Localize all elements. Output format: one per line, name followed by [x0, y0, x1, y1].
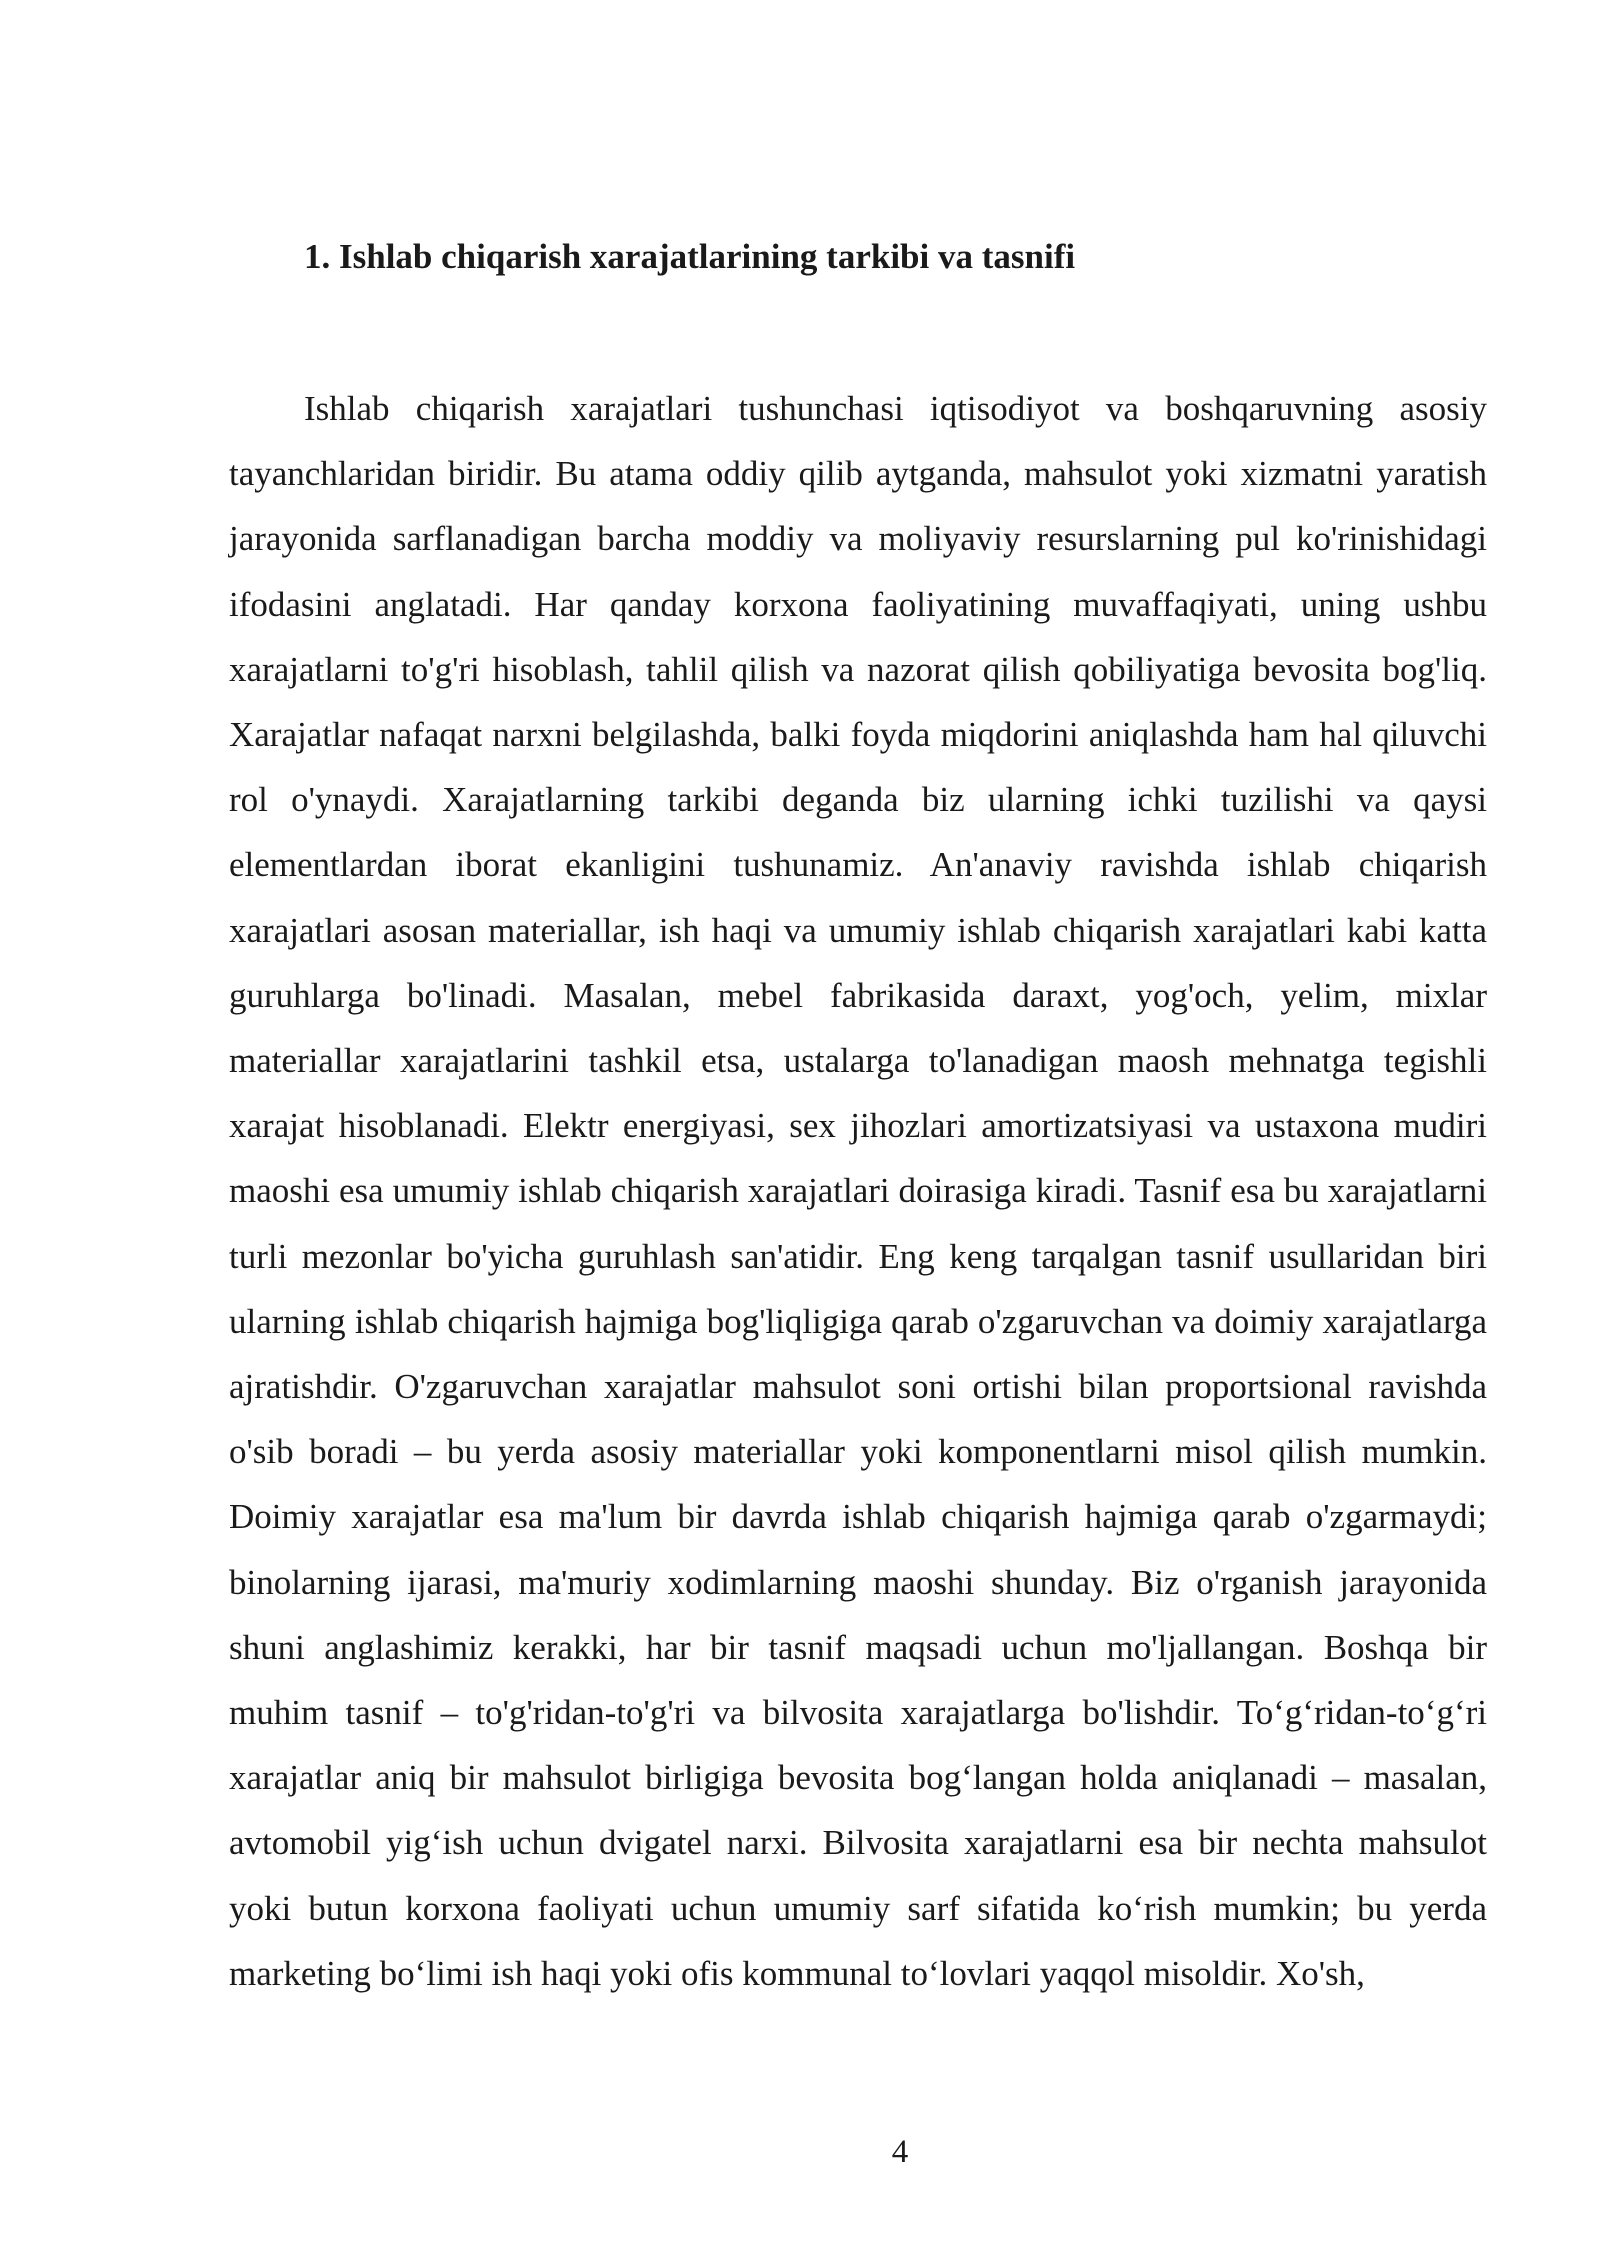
section-heading: 1. Ishlab chiqarish xarajatlarining tarkibi va tasnifi — [304, 237, 1076, 276]
page-number: 4 — [891, 2134, 909, 2170]
body-paragraph: Ishlab chiqarish xarajatlari tushunchasi iqtisodiyot va boshqaruvning asosiy tayanchlaridan biridir. Bu atama oddiy qilib aytganda, mahsulot yoki xizmatni yaratish jarayonida sarflanadigan barcha moddiy va moliyaviy resurslarning pul ko'rinishidagi ifodasini anglatadi. Har qanday korxona faoliyatining muvaffaqiyati, uning ushbu xarajatlarni to'g'ri hisoblash, tahlil qilish va nazorat qilish qobiliyatiga bevosita bog'liq. Xarajatlar nafaqat narxni belgilashda, balki foyda miqdorini aniqlashda ham hal qiluvchi rol o'ynaydi. Xarajatlarning tarkibi deganda biz ularning ichki tuzilishi va qaysi elementlardan iborat ekanligini tushunamiz. An'anaviy ravishda ishlab chiqarish xarajatlari asosan materiallar, ish haqi va umumiy ishlab chiqarish xarajatlari kabi katta guruhlarga bo'linadi. Masalan, mebel fabrikasida daraxt, yog'och, yelim, mixlar materiallar xarajatlarini tashkil etsa, ustalarga to'lanadigan maosh mehnatga tegishli xarajat hisoblanadi. Elektr energiyasi, sex jihozlari amortizatsiyasi va ustaxona mudiri maoshi esa umumiy ishlab chiqarish xarajatlari doirasiga kiradi. Tasnif esa bu xarajatlarni turli mezonlar bo'yicha guruhlash san'atidir. Eng keng tarqalgan tasnif usullaridan biri ularning ishlab chiqarish hajmiga bog'liqligiga qarab o'zgaruvchan va doimiy xarajatlarga ajratishdir. O'zgaruvchan xarajatlar mahsulot soni ortishi bilan proportsional ravishda o'sib boradi – bu yerda asosiy materiallar yoki komponentlarni misol qilish mumkin. Doimiy xarajatlar esa ma'lum bir davrda ishlab chiqarish hajmiga qarab o'zgarmaydi; binolarning ijarasi, ma'muriy xodimlarning maoshi shunday. Biz o'rganish jarayonida shuni anglashimiz kerakki, har bir tasnif maqsadi uchun mo'ljallangan. Boshqa bir muhim tasnif – to'g'ridan-to'g'ri va bilvosita xarajatlarga bo'lishdir. To‘g‘ridan-to‘g‘ri xarajatlar aniq bir mahsulot birligiga bevosita bog‘langan holda aniqlanadi – masalan, avtomobil yig‘ish uchun dvigatel narxi. Bilvosita xarajatlarni esa bir nechta mahsulot yoki butun korxona faoliyati uchun umumiy sarf sifatida ko‘rish mumkin; bu yerda marketing bo‘limi ish haqi yoki ofis kommunal to‘lovlari yaqqol misoldir. Xo'sh, — [229, 389, 1487, 1993]
